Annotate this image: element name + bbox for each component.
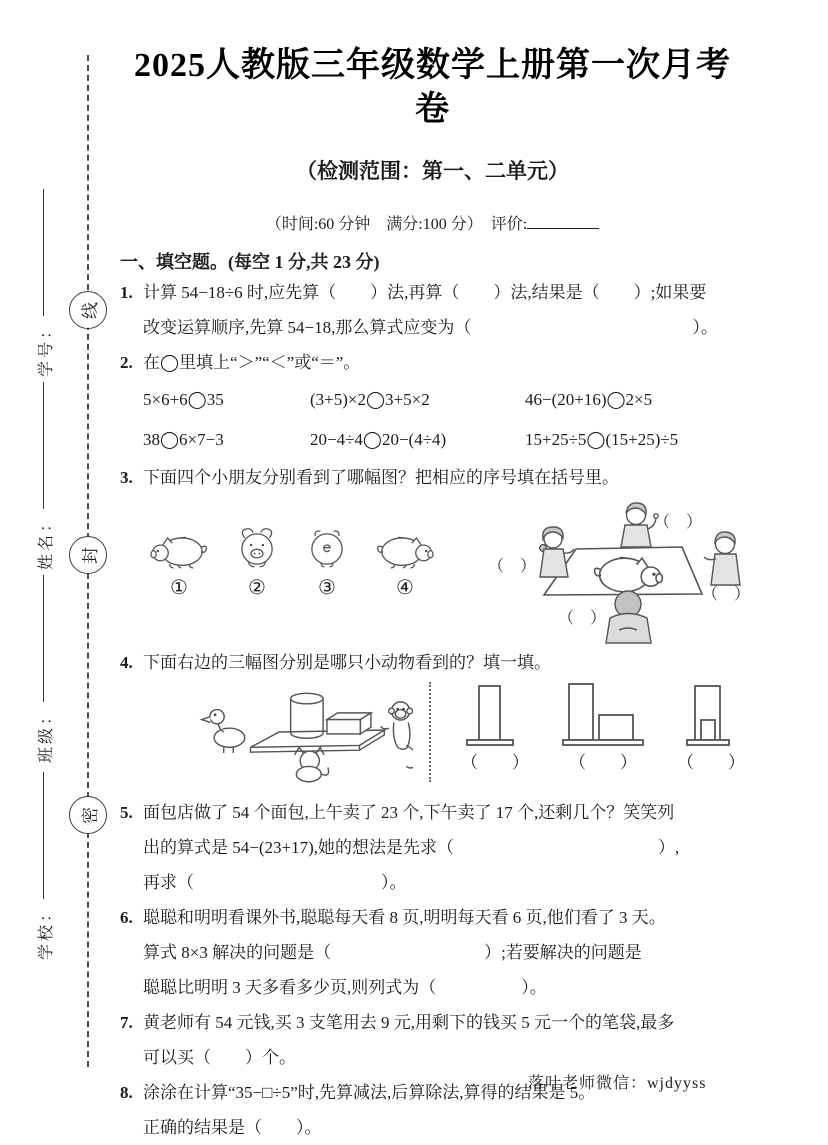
expression: 46−(20+16)◯2×5: [525, 390, 653, 409]
question-number: 2.: [120, 353, 133, 372]
three-views-group: [461, 682, 745, 774]
expression: 38◯6×7−3: [143, 430, 224, 449]
animals-table-illustration: [195, 680, 413, 785]
view-figure-3: [677, 682, 745, 774]
pig-side-left-icon: [148, 525, 210, 575]
answer-blank: （ ）: [654, 514, 703, 531]
seal-char-mi: 密: [69, 796, 107, 834]
expression: (3+5)×2◯3+5×2: [310, 390, 430, 409]
view-2-icon: [559, 682, 647, 752]
pig-back-figure: [304, 525, 350, 599]
pig-front-figure: [234, 525, 280, 599]
answer-blank: （ ）: [461, 753, 529, 772]
question-number: 1.: [120, 283, 133, 302]
margin-field-school: [32, 770, 56, 960]
margin-blank-line: [42, 575, 44, 702]
exam-paper: [120, 44, 751, 1145]
view-figure-1: [461, 682, 529, 774]
figure-label: ④: [396, 577, 414, 599]
figure-label: ③: [318, 577, 336, 599]
comparison-row-1: [120, 380, 745, 420]
answer-blank: （ ）: [569, 753, 637, 772]
question-number: 6.: [120, 908, 133, 927]
view-1-icon: [461, 682, 519, 752]
expression: 5×6+6◯35: [143, 390, 224, 409]
figure-label: ②: [248, 577, 266, 599]
answer-blank: （ ）: [488, 558, 537, 575]
exam-info-text: （时间:60 分钟 满分:100 分） 评价:: [265, 216, 528, 233]
margin-blank-line: [42, 189, 44, 316]
margin-field-name: [32, 380, 56, 570]
margin-blank-line: [42, 382, 44, 509]
question-1: 1. 计算 54−18÷6 时,应先算（ ）法,再算（ ）法,结果是（ ）;如果要 改变运算顺序,先算 54−18,那么算式应变为（ ）。: [120, 275, 745, 345]
question-number: 5.: [120, 803, 133, 822]
comparison-row-2: [120, 420, 745, 460]
question-3-figures: [120, 495, 751, 645]
class-label: 班级：: [37, 705, 55, 763]
evaluation-blank-line: [527, 214, 599, 229]
expression: 20−4÷4◯20−(4÷4): [310, 430, 447, 449]
question-5: 5. 面包店做了 54 个面包,上午卖了 23 个,下午卖了 17 个,还剩几个？笑笑列 出的算式是 54−(23+17),她的想法是先求（ ）, 再求（ ）。: [120, 795, 745, 900]
teacher-wechat-footer: 落叶老师微信：wjdyyss: [528, 1075, 707, 1092]
question-number: 4.: [120, 653, 133, 672]
margin-field-class: [32, 573, 56, 763]
school-label: 学校：: [37, 902, 55, 960]
kids-table-illustration: [486, 497, 756, 645]
margin-field-student-number: [32, 187, 56, 377]
question-number: 7.: [120, 1013, 133, 1032]
seal-char-line: 线: [69, 291, 107, 329]
answer-blank: （ ）: [702, 586, 751, 603]
question-8: 8. 涂涂在计算“35−□÷5”时,先算减法,后算除法,算得的结果是 5。 正确的结果是（ ）。: [120, 1075, 745, 1145]
page-subtitle: （检测范围：第一、二单元）: [296, 159, 569, 183]
section-heading: 一、填空题。(每空 1 分,共 23 分): [120, 252, 380, 272]
student-number-label: 学号：: [37, 319, 55, 377]
answer-blank: （ ）: [677, 753, 745, 772]
name-label: 姓名：: [37, 512, 55, 570]
figure-label: ①: [170, 577, 188, 599]
view-3-icon: [677, 682, 739, 752]
question-4-figures: [120, 680, 745, 795]
pig-front-icon: [234, 525, 280, 575]
view-figure-2: [559, 682, 647, 774]
question-number: 3.: [120, 468, 133, 487]
pig-side-right-icon: [374, 525, 436, 575]
exam-info-line: [120, 214, 745, 236]
seal-char-feng: 封: [69, 536, 107, 574]
dotted-divider: [429, 682, 431, 782]
answer-blank: （ ）: [558, 610, 607, 627]
pig-side-right-figure: [374, 525, 436, 599]
question-4: 4. 下面右边的三幅图分别是哪只小动物看到的？填一填。: [120, 645, 745, 680]
kids-around-table-scene: [486, 497, 756, 645]
question-number: 8.: [120, 1083, 133, 1102]
pig-side-left-figure: [148, 525, 210, 599]
question-3: 3. 下面四个小朋友分别看到了哪幅图？把相应的序号填在括号里。: [120, 460, 745, 495]
pig-views-group: [120, 525, 436, 599]
question-2: 2. 在◯里填上“＞”“＜”或“＝”。 5×6+6◯35 (3+5)×2◯3+5×2 46−(20+16)◯2×5 38◯6×7−3 20−4÷4◯20−(4÷4) 15+25÷5◯(15+25)÷5: [120, 345, 745, 460]
pig-back-icon: [304, 525, 350, 575]
question-6: 6. 聪聪和明明看课外书,聪聪每天看 8 页,明明每天看 6 页,他们看了 3 天。 算式 8×3 解决的问题是（ ）;若要解决的问题是 聪聪比明明 3 天多看多少页,则列式为（ ）。: [120, 900, 745, 1005]
question-7: 7. 黄老师有 54 元钱,买 3 支笔用去 9 元,用剩下的钱买 5 元一个的笔袋,最多 可以买（ ）个。: [120, 1005, 745, 1075]
page-title: 2025人教版三年级数学上册第一次月考卷: [134, 47, 731, 128]
margin-blank-line: [42, 772, 44, 899]
expression: 15+25÷5◯(15+25)÷5: [525, 430, 679, 449]
